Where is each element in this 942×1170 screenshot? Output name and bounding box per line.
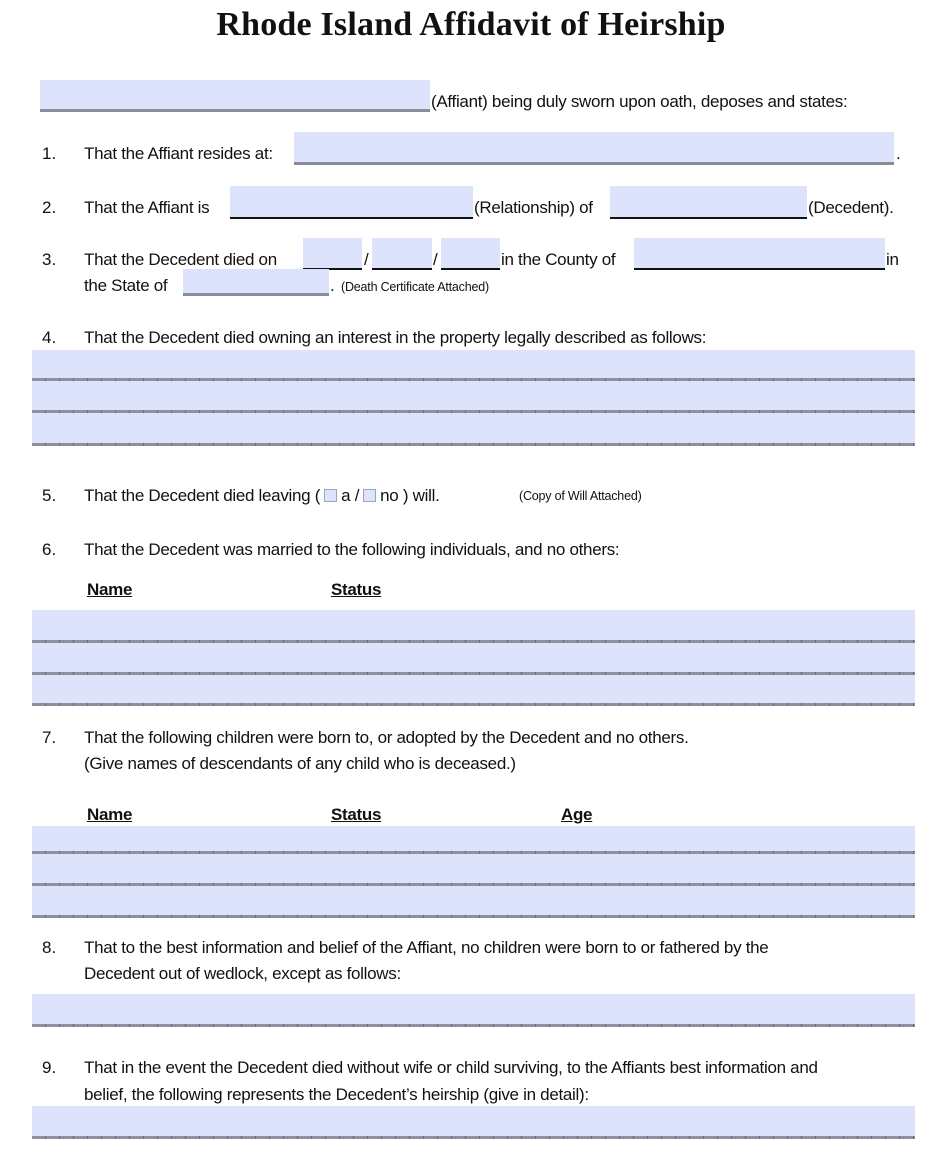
item-4-text: That the Decedent died owning an interest in the property legally described as follows: [84, 328, 707, 347]
date-slash-1: / [364, 250, 369, 269]
item-number-7: 7. [42, 728, 57, 747]
affiant-address-field[interactable] [294, 132, 894, 165]
child-age-header: Age [561, 805, 593, 824]
item-8-text: That to the best information and belief of the Affiant, no children were born to or fathered by the [84, 938, 769, 957]
spouses-field[interactable] [32, 610, 915, 706]
field-rule [32, 1024, 915, 1027]
field-rule [32, 640, 915, 643]
item-6-text: That the Decedent was married to the following individuals, and no others: [84, 540, 620, 559]
will-yes-checkbox[interactable] [324, 489, 337, 502]
item-number-6: 6. [42, 540, 57, 559]
child-name-header: Name [87, 805, 133, 824]
death-year-field[interactable] [441, 238, 500, 270]
intro-text: (Affiant) being duly sworn upon oath, deposes and states: [431, 92, 848, 111]
item-9-text: That in the event the Decedent died without wife or child surviving, to the Affiants best information and [84, 1058, 818, 1077]
field-rule [32, 378, 915, 381]
decedent-name-field[interactable] [610, 186, 807, 219]
field-rule [32, 851, 915, 854]
item-number-1: 1. [42, 144, 57, 163]
field-rule [32, 443, 915, 446]
field-rule [32, 410, 915, 413]
item-number-8: 8. [42, 938, 57, 957]
will-option-a: a / [341, 486, 360, 505]
state-period: . [330, 276, 335, 295]
state-label: the State of [84, 276, 168, 295]
heirship-field[interactable] [32, 1106, 915, 1139]
item-7-subtext: (Give names of descendants of any child who is deceased.) [84, 754, 516, 773]
item-number-3: 3. [42, 250, 57, 269]
children-field[interactable] [32, 826, 915, 918]
affiant-name-field[interactable] [40, 80, 430, 112]
item-9-subtext: belief, the following represents the Decedent’s heirship (give in detail): [84, 1085, 589, 1104]
item-1-period: . [896, 144, 901, 163]
in-label: in [886, 250, 899, 269]
item-1-text: That the Affiant resides at: [84, 144, 273, 163]
item-7-text: That the following children were born to, or adopted by the Decedent and no others. [84, 728, 689, 747]
item-5-line [84, 486, 440, 506]
spouse-status-header: Status [331, 580, 382, 599]
spouse-name-header: Name [87, 580, 133, 599]
item-number-5: 5. [42, 486, 57, 505]
field-rule [32, 703, 915, 706]
will-note: (Copy of Will Attached) [519, 489, 642, 503]
page-title: Rhode Island Affidavit of Heirship [216, 6, 726, 43]
item-5-text: That the Decedent died leaving ( [84, 486, 321, 505]
decedent-label: (Decedent). [808, 198, 894, 217]
county-label: in the County of [501, 250, 616, 269]
death-month-field[interactable] [303, 238, 362, 270]
date-slash-2: / [433, 250, 438, 269]
county-field[interactable] [634, 238, 885, 270]
field-rule [32, 883, 915, 886]
relationship-label: (Relationship) of [474, 198, 593, 217]
state-field[interactable] [183, 269, 329, 296]
item-2-text: That the Affiant is [84, 198, 210, 217]
item-number-2: 2. [42, 198, 57, 217]
item-8-subtext: Decedent out of wedlock, except as follows: [84, 964, 401, 983]
death-certificate-note: (Death Certificate Attached) [341, 280, 489, 294]
relationship-field[interactable] [230, 186, 473, 219]
item-number-9: 9. [42, 1058, 57, 1077]
field-rule [32, 1136, 915, 1139]
property-description-field[interactable] [32, 350, 915, 446]
death-day-field[interactable] [372, 238, 432, 270]
will-option-no: no ) will. [380, 486, 440, 505]
field-rule [32, 915, 915, 918]
item-number-4: 4. [42, 328, 57, 347]
child-status-header: Status [331, 805, 382, 824]
out-of-wedlock-field[interactable] [32, 994, 915, 1027]
item-3-text: That the Decedent died on [84, 250, 277, 269]
field-rule [32, 672, 915, 675]
will-no-checkbox[interactable] [363, 489, 376, 502]
